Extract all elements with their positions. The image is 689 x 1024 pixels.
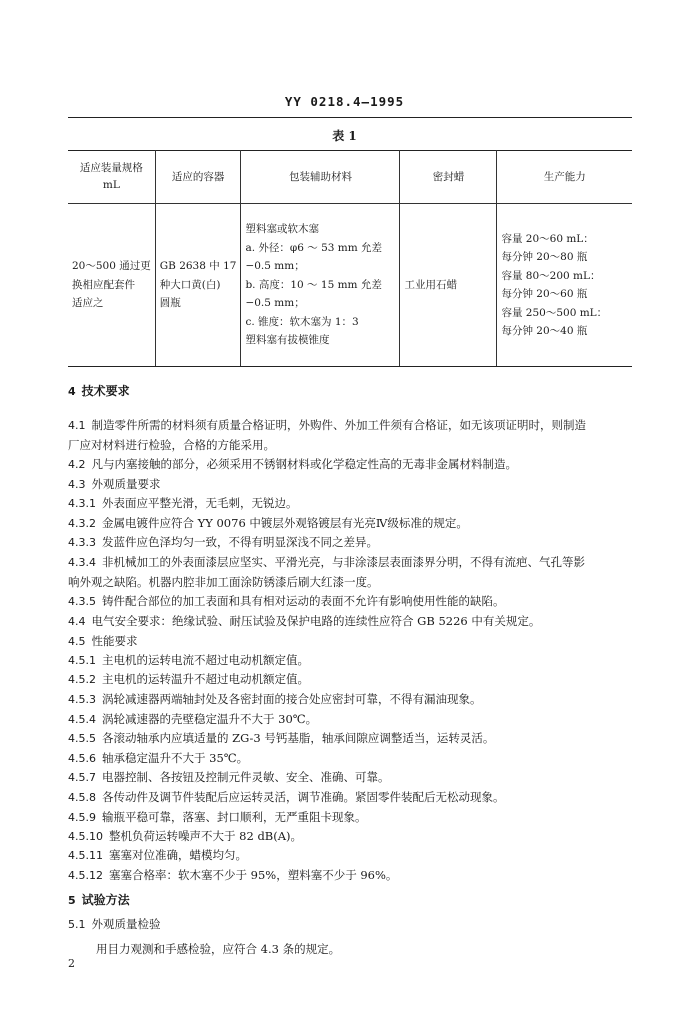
clause-number: 4.5.10 [68, 830, 103, 843]
clause-number: 4.5.7 [68, 771, 96, 784]
clause-number: 4.3.5 [68, 595, 96, 608]
clause-number: 5.1 [68, 918, 86, 931]
clause-line [68, 533, 378, 552]
clause-line [68, 573, 379, 591]
clause-number: 4.3.3 [68, 536, 96, 549]
clause-text: 主电机的运转电流不超过电动机额定值。 [102, 653, 309, 667]
clause-line [68, 475, 161, 494]
clause-line [68, 514, 468, 533]
clause-line [68, 788, 505, 807]
col-header-wax: 密封蜡 [400, 151, 497, 204]
clause-text: 主电机的运转温升不超过电动机额定值。 [102, 672, 309, 686]
clause-text: 塞塞对位准确，蜡模均匀。 [109, 848, 247, 862]
clause-number: 4.1 [68, 419, 86, 432]
clause-text: 用目力观测和手感检验，应符合 4.3 条的规定。 [96, 942, 341, 956]
clause-number: 4.5.12 [68, 869, 103, 882]
clause-number: 4.5 [68, 635, 86, 648]
clause-number: 4.5.9 [68, 811, 96, 824]
cell-capacity: 容量 20～60 mL： 每分钟 20～80 瓶 容量 80～200 mL： 每分钟 20～60 瓶 容量 250～500 mL： 每分钟 20～40 瓶 [497, 204, 632, 367]
clause-number: 4.4 [68, 615, 86, 628]
clause-line [68, 768, 390, 787]
cell-wax: 工业用石蜡 [400, 204, 497, 367]
section-heading [68, 382, 130, 401]
clause-text: 发蓝件应色泽均匀一致，不得有明显深浅不同之差异。 [102, 535, 378, 549]
clause-line [68, 846, 247, 865]
clause-line [68, 915, 161, 934]
clause-number: 4.3.4 [68, 556, 96, 569]
clause-line [68, 710, 317, 729]
clause-text: 技术要求 [81, 384, 130, 398]
clause-number: 4.5.5 [68, 732, 96, 745]
cell-spec: 20～500 通过更 换相应配套件 适应之 [68, 204, 155, 367]
clause-text: 各滚动轴承内应填适量的 ZG-3 号钙基脂，轴承间隙应调整适当，运转灵活。 [102, 731, 495, 745]
clause-text: 外观质量检验 [91, 917, 161, 931]
clause-line [68, 494, 298, 513]
clause-text: 轴承稳定温升不大于 35℃。 [102, 751, 249, 765]
clause-line [68, 808, 367, 827]
clause-text: 非机械加工的外表面漆层应坚实、平滑光亮，与非涂漆层表面漆界分明，不得有流疤、气孔等影 [102, 555, 585, 569]
clause-line [68, 612, 540, 631]
clause-text: 响外观之缺陷。机器内腔非加工面涂防锈漆后刷大红漆一度。 [68, 575, 379, 589]
col-header-container: 适应的容器 [155, 151, 241, 204]
spec-table [68, 150, 632, 367]
clause-number: 4.5.11 [68, 849, 103, 862]
clause-number: 4.5.8 [68, 791, 96, 804]
table-caption: 表 1 [332, 129, 357, 143]
clause-text: 塞塞合格率：软木塞不少于 95%，塑料塞不少于 96%。 [109, 868, 398, 882]
clause-line [68, 553, 585, 572]
clause-text: 外观质量要求 [91, 477, 161, 491]
clause-text: 铸件配合部位的加工表面和具有相对运动的表面不允许有影响使用性能的缺陷。 [102, 594, 505, 608]
page-number: 2 [68, 957, 75, 970]
clause-line [68, 670, 309, 689]
cell-container: GB 2638 中 17 种大口黄(白) 圆瓶 [155, 204, 241, 367]
clause-text: 输瓶平稳可靠，落塞、封口顺利，无严重阻卡现象。 [102, 810, 367, 824]
clause-text: 电气安全要求：绝缘试验、耐压试验及保护电路的连续性应符合 GB 5226 中有关规定。 [91, 614, 541, 628]
clause-text: 厂应对材料进行检验，合格的方能采用。 [68, 438, 275, 452]
clause-line [68, 827, 302, 846]
clause-number: 4 [68, 385, 76, 398]
clause-line [68, 455, 517, 474]
clause-line [96, 940, 340, 958]
clause-number: 4.5.2 [68, 673, 96, 686]
clause-text: 制造零件所需的材料须有质量合格证明，外购件、外加工件须有合格证，如无该项证明时，则制造 [91, 418, 586, 432]
clause-text: 整机负荷运转噪声不大于 82 dB(A)。 [109, 829, 303, 843]
section-heading [68, 891, 130, 910]
clause-text: 涡轮减速器的壳壁稳定温升不大于 30℃。 [102, 712, 318, 726]
col-header-capacity: 生产能力 [497, 151, 632, 204]
clause-line [68, 592, 505, 611]
clause-number: 4.3 [68, 478, 86, 491]
cell-materials: 塑料塞或软木塞 a. 外径：φ6 ～ 53 mm 允差 −0.5 mm； b. 高度：10 ～ 15 mm 允差 −0.5 mm； c. 锥度：软木塞为 1：3 塑料塞有拔模锥度 [241, 204, 400, 367]
clause-number: 4.5.4 [68, 713, 96, 726]
clause-text: 各传动件及调节件装配后应运转灵活，调节准确。紧固零件装配后无松动现象。 [102, 790, 505, 804]
clause-number: 5 [68, 894, 76, 907]
clause-line [68, 749, 248, 768]
clause-number: 4.5.1 [68, 654, 96, 667]
standard-code-header: YY 0218.4—1995 [284, 94, 405, 109]
clause-text: 试验方法 [81, 893, 130, 907]
col-header-materials: 包装辅助材料 [241, 151, 400, 204]
clause-line [68, 632, 138, 651]
clause-text: 性能要求 [91, 634, 138, 648]
clause-number: 4.3.1 [68, 497, 96, 510]
clause-number: 4.2 [68, 458, 86, 471]
clause-number: 4.3.2 [68, 517, 96, 530]
clause-line [68, 651, 309, 670]
clause-text: 外表面应平整光滑，无毛刺，无锐边。 [102, 496, 298, 510]
clause-line [68, 729, 494, 748]
clause-number: 4.5.6 [68, 752, 96, 765]
header-rule [68, 117, 632, 118]
clause-text: 金属电镀件应符合 YY 0076 中镀层外观铬镀层有光亮Ⅳ级标准的规定。 [102, 516, 468, 530]
col-header-spec: 适应装量规格 mL [68, 151, 155, 204]
clause-text: 电器控制、各按钮及控制元件灵敏、安全、准确、可靠。 [102, 770, 390, 784]
clause-line [68, 866, 397, 885]
clause-line [68, 690, 482, 709]
clause-text: 凡与内塞接触的部分，必须采用不锈钢材料或化学稳定性高的无毒非金属材料制造。 [91, 457, 517, 471]
clause-number: 4.5.3 [68, 693, 96, 706]
clause-line [68, 416, 586, 435]
clause-text: 涡轮减速器两端轴封处及各密封面的接合处应密封可靠，不得有漏油现象。 [102, 692, 482, 706]
clause-line [68, 436, 275, 454]
